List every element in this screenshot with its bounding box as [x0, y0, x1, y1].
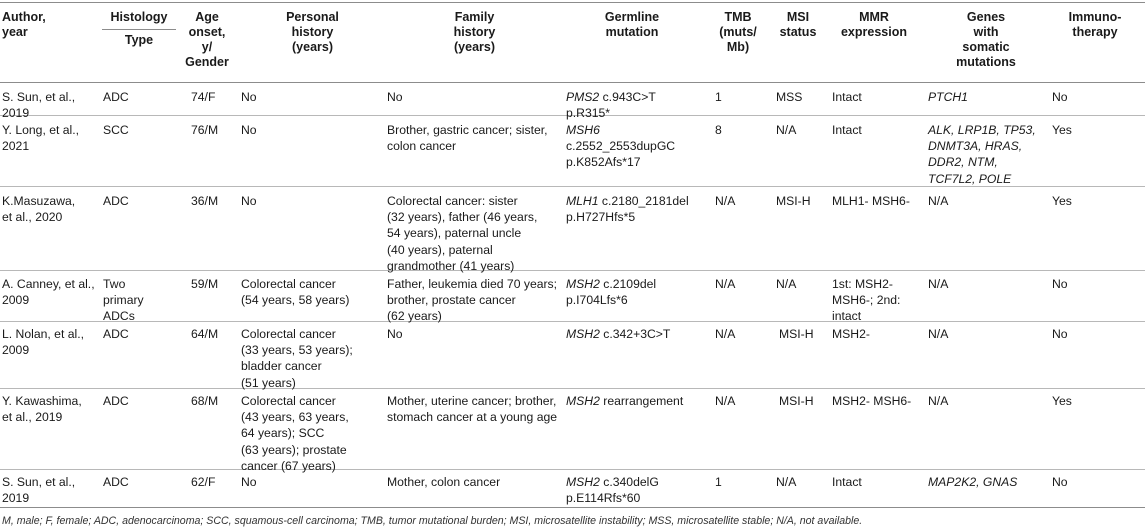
cell-tmb: N/A	[715, 394, 736, 408]
cell-msi-status: N/A	[776, 123, 797, 137]
cell-germline-mutation	[566, 393, 683, 409]
cell-age-gender: 36/M	[191, 194, 219, 208]
cell-mmr-expression: Intact	[832, 123, 862, 137]
cell-family-history: Mother, uterine cancer; brother, stomach cancer at a young age	[387, 394, 558, 425]
cell-family-history: Father, leukemia died 70 years; brother, prostate cancer (62 years)	[387, 277, 558, 324]
germline-variant: c.342+3C>T	[599, 327, 671, 341]
cell-histology-type: ADC	[103, 475, 129, 489]
cell-msi-status: MSI-H	[779, 327, 814, 341]
cell-author: A. Canney, et al., 2009	[2, 277, 95, 308]
cell-somatic-genes: N/A	[928, 394, 949, 408]
cell-author: Y. Long, et al., 2021	[2, 123, 80, 154]
table-footnote: M, male; F, female; ADC, adenocarcinoma; SCC, squamous-cell carcinoma; TMB, tumor mutational burden; MSI, microsatellite instability; MSS, microsatellite stable; N/A, not available.	[2, 515, 863, 527]
cell-personal-history: No	[241, 475, 257, 489]
header-msi: MSI status	[779, 10, 817, 39]
cell-germline-mutation	[566, 89, 656, 121]
cell-age-gender: 64/M	[191, 327, 219, 341]
cell-personal-history: Colorectal cancer (54 years, 58 years)	[241, 277, 350, 308]
table-bottom-rule	[0, 507, 1145, 508]
cell-histology-type: Two primary ADCs	[103, 277, 144, 324]
cell-age-gender: 59/M	[191, 277, 219, 291]
cell-age-gender: 76/M	[191, 123, 219, 137]
header-mmr: MMR expression	[840, 10, 907, 39]
cell-somatic-genes: MAP2K2, GNAS	[928, 475, 1018, 489]
cell-tmb: 1	[715, 90, 722, 104]
cell-personal-history: No	[241, 90, 257, 104]
cell-age-gender: 68/M	[191, 394, 219, 408]
row-divider	[0, 388, 1145, 389]
cell-histology-type: ADC	[103, 194, 129, 208]
row-divider	[0, 270, 1145, 271]
cell-immunotherapy: No	[1052, 475, 1068, 489]
cell-immunotherapy: Yes	[1052, 194, 1072, 208]
cell-somatic-genes: N/A	[928, 194, 949, 208]
germline-variant: c.2109del p.I704Lfs*6	[566, 277, 657, 308]
cell-age-gender: 74/F	[191, 90, 216, 104]
cell-histology-type: ADC	[103, 394, 129, 408]
cell-somatic-genes: N/A	[928, 327, 949, 341]
germline-variant: c.2552_2553dupGC p.K852Afs*17	[566, 139, 676, 170]
header-type: Type	[124, 33, 154, 47]
cell-author: S. Sun, et al., 2019	[2, 475, 76, 506]
germline-variant: c.340delG p.E114Rfs*60	[566, 475, 659, 506]
header-immunotherapy: Immuno- therapy	[1068, 10, 1122, 39]
cell-mmr-expression: MSH2-	[832, 327, 870, 341]
cell-author: S. Sun, et al., 2019	[2, 90, 76, 121]
cell-author: Y. Kawashima, et al., 2019	[2, 394, 82, 425]
cell-somatic-genes: N/A	[928, 277, 949, 291]
cell-immunotherapy: No	[1052, 327, 1068, 341]
cell-germline-mutation	[566, 474, 659, 506]
cell-author: K.Masuzawa, et al., 2020	[2, 194, 76, 225]
cell-msi-status: MSS	[776, 90, 803, 104]
header-age: Age onset, y/ Gender	[185, 10, 229, 69]
cell-germline-mutation	[566, 276, 656, 308]
cell-mmr-expression: MLH1- MSH6-	[832, 194, 910, 208]
header-personal: Personal history (years)	[286, 10, 339, 54]
germline-gene-name: PMS2	[566, 90, 600, 104]
cell-tmb: N/A	[715, 194, 736, 208]
cell-age-gender: 62/F	[191, 475, 216, 489]
cell-germline-mutation	[566, 193, 689, 225]
cell-author: L. Nolan, et al., 2009	[2, 327, 84, 358]
cell-immunotherapy: Yes	[1052, 394, 1072, 408]
cell-family-history: Colorectal cancer: sister (32 years), father (46 years, 54 years), paternal uncle (40 years), paternal grandmother (41 years)	[387, 194, 538, 273]
germline-variant: c.2180_2181del p.H727Hfs*5	[566, 194, 689, 225]
table-top-rule	[0, 2, 1145, 3]
header-germline: Germline mutation	[604, 10, 660, 39]
cell-personal-history: Colorectal cancer (43 years, 63 years, 64 years); SCC (63 years); prostate cancer (67 years)	[241, 394, 349, 473]
cell-family-history: No	[387, 327, 403, 341]
germline-variant: c.943C>T p.R315*	[566, 90, 656, 121]
cell-germline-mutation	[566, 122, 675, 171]
histology-subrule	[102, 29, 176, 30]
cell-mmr-expression: Intact	[832, 90, 862, 104]
cell-tmb: 8	[715, 123, 722, 137]
cell-msi-status: MSI-H	[779, 394, 814, 408]
row-divider	[0, 469, 1145, 470]
cell-personal-history: No	[241, 194, 257, 208]
cell-somatic-genes: PTCH1	[928, 90, 968, 104]
cell-family-history: No	[387, 90, 403, 104]
cell-tmb: N/A	[715, 327, 736, 341]
cell-immunotherapy: No	[1052, 90, 1068, 104]
cell-germline-mutation	[566, 326, 670, 342]
germline-gene-name: MSH2	[566, 475, 600, 489]
header-family: Family history (years)	[453, 10, 496, 54]
cell-histology-type: SCC	[103, 123, 129, 137]
header-genes: Genes with somatic mutations	[956, 10, 1016, 69]
cell-immunotherapy: Yes	[1052, 123, 1072, 137]
cell-tmb: N/A	[715, 277, 736, 291]
cell-somatic-genes: ALK, LRP1B, TP53, DNMT3A, HRAS, DDR2, NTM, TCF7L2, POLE	[928, 123, 1036, 186]
cell-immunotherapy: No	[1052, 277, 1068, 291]
cell-personal-history: No	[241, 123, 257, 137]
cell-tmb: 1	[715, 475, 722, 489]
cell-family-history: Mother, colon cancer	[387, 475, 501, 489]
cell-histology-type: ADC	[103, 90, 129, 104]
cell-family-history: Brother, gastric cancer; sister, colon cancer	[387, 123, 548, 154]
germline-gene-name: MSH2	[566, 277, 600, 291]
header-tmb: TMB (muts/ Mb)	[719, 10, 757, 54]
cell-mmr-expression: 1st: MSH2- MSH6-; 2nd: intact	[832, 277, 901, 324]
cell-msi-status: MSI-H	[776, 194, 811, 208]
germline-gene-name: MSH2	[566, 394, 600, 408]
germline-variant: rearrangement	[599, 394, 684, 408]
cell-histology-type: ADC	[103, 327, 129, 341]
header-histology: Histology	[110, 10, 168, 24]
row-divider	[0, 321, 1145, 322]
header-author: Author, year	[2, 10, 46, 39]
germline-gene-name: MSH6	[566, 123, 600, 137]
cell-mmr-expression: Intact	[832, 475, 862, 489]
cell-msi-status: N/A	[776, 475, 797, 489]
germline-gene-name: MLH1	[566, 194, 599, 208]
header-bottom-rule	[0, 82, 1145, 83]
germline-gene-name: MSH2	[566, 327, 600, 341]
cell-msi-status: N/A	[776, 277, 797, 291]
cell-personal-history: Colorectal cancer (33 years, 53 years); bladder cancer (51 years)	[241, 327, 353, 390]
cell-mmr-expression: MSH2- MSH6-	[832, 394, 912, 408]
